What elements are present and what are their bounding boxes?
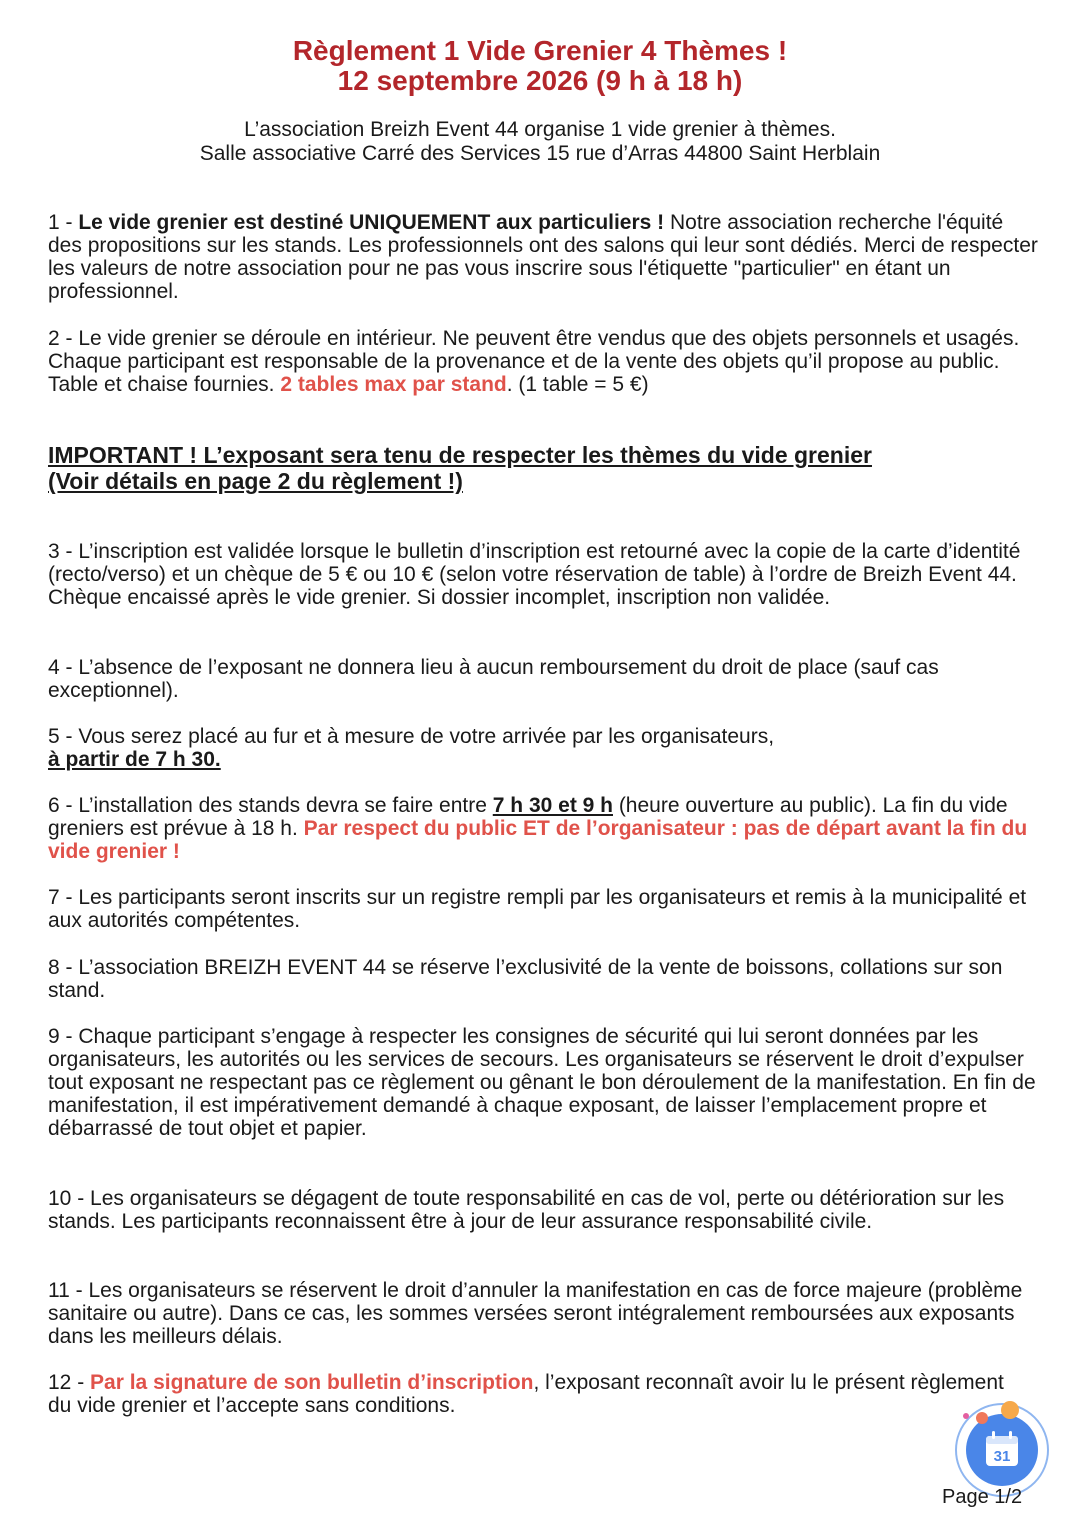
rule-5-text: 5 - Vous serez placé au fur et à mesure de votre arrivée par les organisateurs,	[48, 725, 775, 748]
rule-12-number: 12 -	[48, 1371, 91, 1394]
rule-8: 8 - L’association BREIZH EVENT 44 se réserve l’exclusivité de la vente de boissons, collations sur son stand.	[48, 956, 1003, 1002]
rule-6-hours: 7 h 30 et 9 h	[492, 794, 613, 817]
rule-2	[48, 327, 1038, 396]
rule-7: 7 - Les participants seront inscrits sur un registre rempli par les organisateurs et remis à la municipalité et aux autorités compétentes.	[48, 886, 1027, 932]
rule-3: 3 - L’inscription est validée lorsque le bulletin d’inscription est retourné avec la copie de la carte d’identité (recto/verso) et un chèque de 5 € ou 10 € (selon votre réservation de table) à l’ordre de Breizh Event 44. Chèque encaissé après le vide grenier. Si dossier incomplet, inscription non validée.	[48, 540, 1021, 609]
organizer-line: L’association Breizh Event 44 organise 1 vide grenier à thèmes.	[244, 118, 836, 141]
rule-1-text: Notre association recherche l'équité des propositions sur les stands. Les professionnels ont des salons qui leur sont dédiés. Merci de respecter les valeurs de notre association pour ne pas vous inscrire sous l'étiquette "particulier" en étant un professionnel.	[48, 211, 1038, 303]
rule-1-number: 1 -	[48, 211, 79, 234]
rule-1-emphasis: Le vide grenier est destiné UNIQUEMENT aux particuliers !	[78, 211, 671, 234]
important-notice-line2: (Voir détails en page 2 du règlement !)	[48, 468, 463, 494]
rule-6-mid: (heure ouverture au public). La fin du vide greniers est prévue à 18 h.	[48, 794, 1008, 840]
rule-12-text: , l’exposant reconnaît avoir lu le présent règlement du vide grenier et l’accepte sans conditions.	[48, 1371, 1004, 1417]
document-title: Règlement 1 Vide Grenier 4 Thèmes !	[292, 35, 788, 66]
rule-12-highlight: Par la signature de son bulletin d’inscription	[90, 1371, 534, 1394]
rule-11: 11 - Les organisateurs se réservent le droit d’annuler la manifestation en cas de force majeure (problème sanitaire ou autre). Dans ce cas, les sommes versées seront intégralement remboursées aux exposants dans les meilleurs délais.	[48, 1279, 1023, 1348]
venue-line: Salle associative Carré des Services 15 rue d’Arras 44800 Saint Herblain	[199, 142, 881, 165]
document-date: 12 septembre 2026 (9 h à 18 h)	[337, 65, 743, 96]
rule-2-text: 2 - Le vide grenier se déroule en intérieur. Ne peuvent être vendus que des objets personnels et usagés. Chaque participant est responsable de la provenance et de la vente des objets qu’il propose au public. Table et chaise fournies.	[48, 327, 1020, 396]
rule-10: 10 - Les organisateurs se dégagent de toute responsabilité en cas de vol, perte ou détérioration sur les stands. Les participants reconnaissent être à jour de leur assurance responsabilité civile.	[48, 1187, 1005, 1233]
rule-5-time: à partir de 7 h 30.	[48, 748, 221, 771]
calendar-day: 31	[993, 1448, 1011, 1465]
rule-2-tail: . (1 table = 5 €)	[506, 373, 649, 396]
rule-2-highlight: 2 tables max par stand	[280, 373, 507, 396]
rule-12	[48, 1371, 1008, 1417]
rule-6	[48, 794, 1038, 863]
rule-6-text: 6 - L’installation des stands devra se faire entre	[48, 794, 493, 817]
rule-5	[48, 725, 1038, 771]
rule-1	[48, 211, 1038, 303]
rule-4: 4 - L’absence de l’exposant ne donnera lieu à aucun remboursement du droit de place (sauf cas exceptionnel).	[48, 656, 939, 702]
rule-6-highlight: Par respect du public ET de l’organisateur : pas de départ avant la fin du vide grenier !	[48, 817, 1028, 863]
important-notice-line1: IMPORTANT ! L’exposant sera tenu de respecter les thèmes du vide grenier	[48, 442, 872, 468]
rule-9: 9 - Chaque participant s’engage à respecter les consignes de sécurité qui lui seront données par les organisateurs, les autorités ou les services de secours. Les organisateurs se réservent le droit d’expulser tout exposant ne respectant pas ce règlement ou gênant le bon déroulement de la manifestation. En fin de manifestation, il est impérativement demandé à chaque exposant, de laisser l’emplacement propre et débarrassé de tout objet et papier.	[48, 1025, 1036, 1140]
page-number: Page 1/2	[942, 1486, 1023, 1508]
